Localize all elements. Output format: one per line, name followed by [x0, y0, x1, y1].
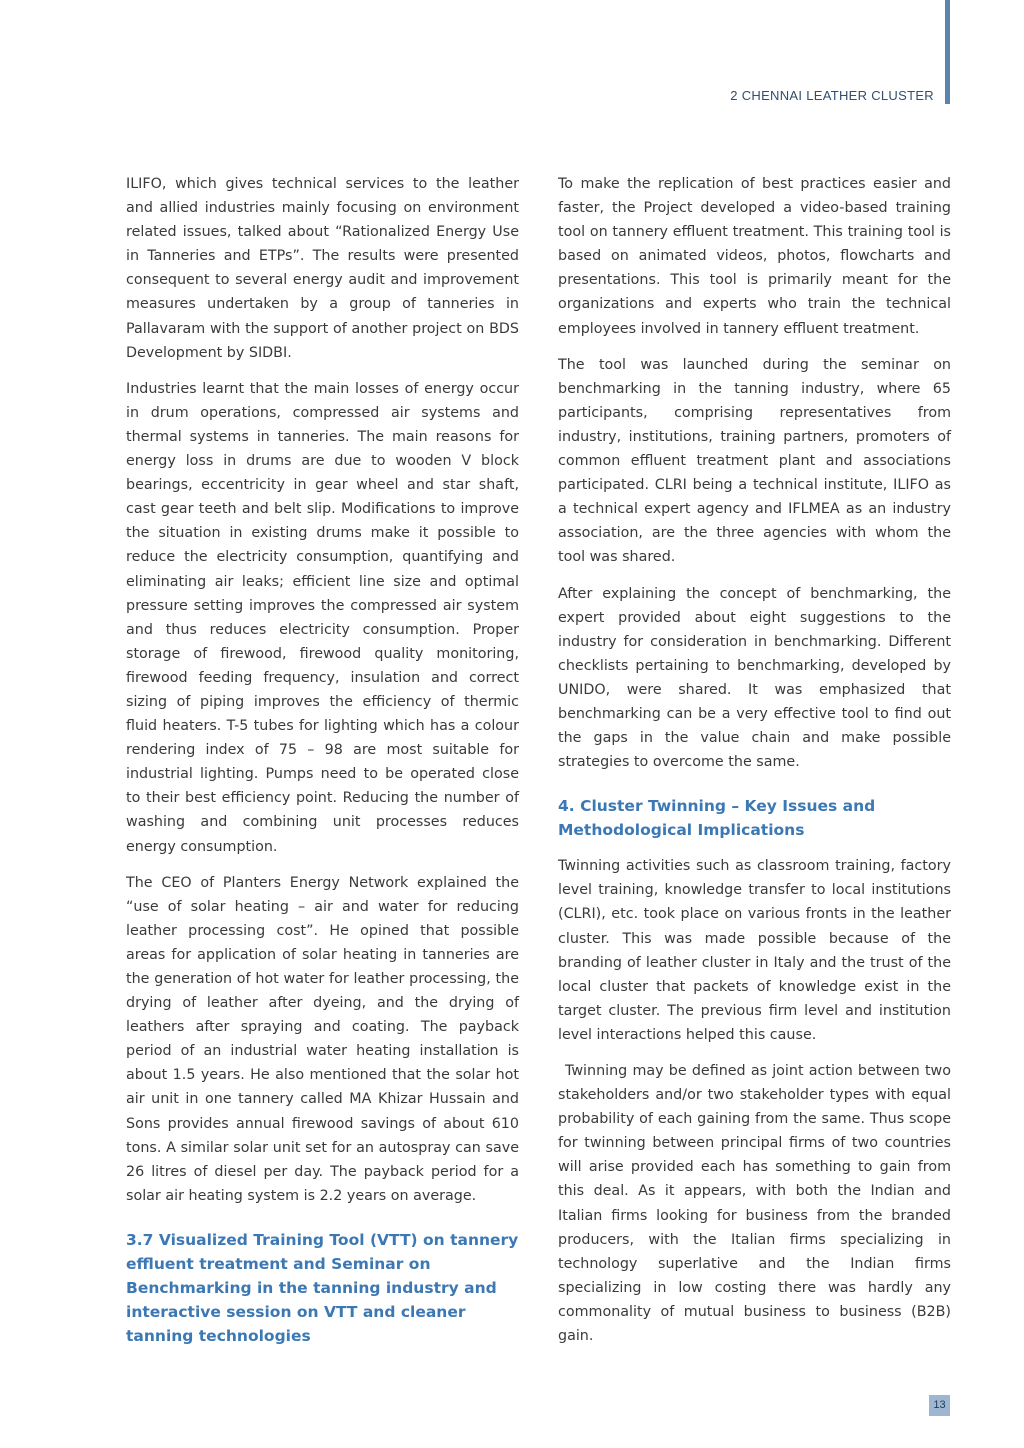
left-paragraph-2: Industries learnt that the main losses of energy occur in drum operations, compressed air systems and thermal systems in tanneries. The main reasons for energy loss in drums are due to wooden V block bearings, eccentricity in gear wheel and star shaft, cast gear teeth and belt slip. Modifications to improve the situation in existing drums make it possible to reduce the electricity consumption, quantifying and eliminating air leaks; efficient line size and optimal pressure setting improves the compressed air system and thus reduces electricity consumption. Proper storage of firewood, firewood quality monitoring, firewood feeding frequency, insulation and correct sizing of piping improves the efficiency of thermic fluid heaters. T-5 tubes for lighting which has a colour rendering index of 75 – 98 are most suitable for industrial lighting. Pumps need to be operated close to their best efficiency point. Reducing the number of washing and combining unit processes reduces energy consumption. [126, 380, 519, 855]
left-paragraph-1: ILIFO, which gives technical services to the leather and allied industries mainly focusing on environment related issues, talked about “Rationalized Energy Use in Tanneries and ETPs”. The results were presented consequent to several energy audit and improvement measures undertaken by a group of tanneries in Pallavaram with the support of another project on BDS Development by SIDBI. [126, 176, 519, 361]
right-column [558, 172, 951, 1360]
right-paragraph-5: Twinning may be defined as joint action between two stakeholders and/or two stakeholder types with equal probability of each gaining from the same. Thus scope for twinning between principal firms of two countries will arise provided each has something to gain from this deal. As it appears, with both the Indian and Italian firms looking for business from the branded producers, with the Italian firms specializing in technology superlative and the Indian firms specializing in low costing there was hardly any commonality of mutual business to business (B2B) gain. [558, 1063, 951, 1345]
right-paragraph-1: To make the replication of best practices easier and faster, the Project developed a video-based training tool on tannery effluent treatment. This training tool is based on animated videos, photos, flowcharts and presentations. This tool is primarily meant for the organizations and experts who train the technical employees involved in tannery effluent treatment. [558, 176, 951, 337]
left-paragraph-3: The CEO of Planters Energy Network explained the “use of solar heating – air and water for reducing leather processing cost”. He opined that possible areas for application of solar heating in tanneries are the generation of hot water for leather processing, the drying of leather after dyeing, and the drying of leathers after spraying and coating. The payback period of an industrial water heating installation is about 1.5 years. He also mentioned that the solar hot air unit in one tannery called MA Khizar Hussain and Sons provides annual firewood savings of about 610 tons. A similar solar unit set for an autospray can save 26 litres of diesel per day. The payback period for a solar air heating system is 2.2 years on average. [126, 874, 519, 1204]
right-paragraph-3: After explaining the concept of benchmarking, the expert provided about eight suggestions to the industry for consideration in benchmarking. Different checklists pertaining to benchmarking, developed by UNIDO, were shared. It was emphasized that benchmarking can be a very effective tool to find out the gaps in the value chain and make possible strategies to overcome the same. [558, 585, 951, 771]
right-paragraph-4: Twinning activities such as classroom training, factory level training, knowledge transfer to local institutions (CLRI), etc. took place on various fronts in the leather cluster. This was made possible because of the branding of leather cluster in Italy and the trust of the local cluster that packets of knowledge exist in the target cluster. The previous firm level and institution level interactions helped this cause. [558, 858, 951, 1043]
left-column [126, 172, 519, 1360]
section-heading-4: 4. Cluster Twinning – Key Issues and Methodological Implications [558, 797, 876, 840]
right-paragraph-2: The tool was launched during the seminar on benchmarking in the tanning industry, where 65 participants, comprising representatives from industry, institutions, training partners, promoters of common effluent treatment plant and associations participated. CLRI being a technical institute, ILIFO as a technical expert agency and IFLMEA as an industry association, are the three agencies with whom the tool was shared. [558, 356, 951, 566]
section-heading-3-7: 3.7 Visualized Training Tool (VTT) on tannery effluent treatment and Seminar on Benchmarking in the tanning industry and interactive session on VTT and cleaner tanning technologies [126, 1230, 519, 1345]
page-number: 13 [929, 1395, 950, 1416]
header-accent-bar [945, 0, 950, 104]
running-header: 2 CHENNAI LEATHER CLUSTER [730, 88, 934, 103]
